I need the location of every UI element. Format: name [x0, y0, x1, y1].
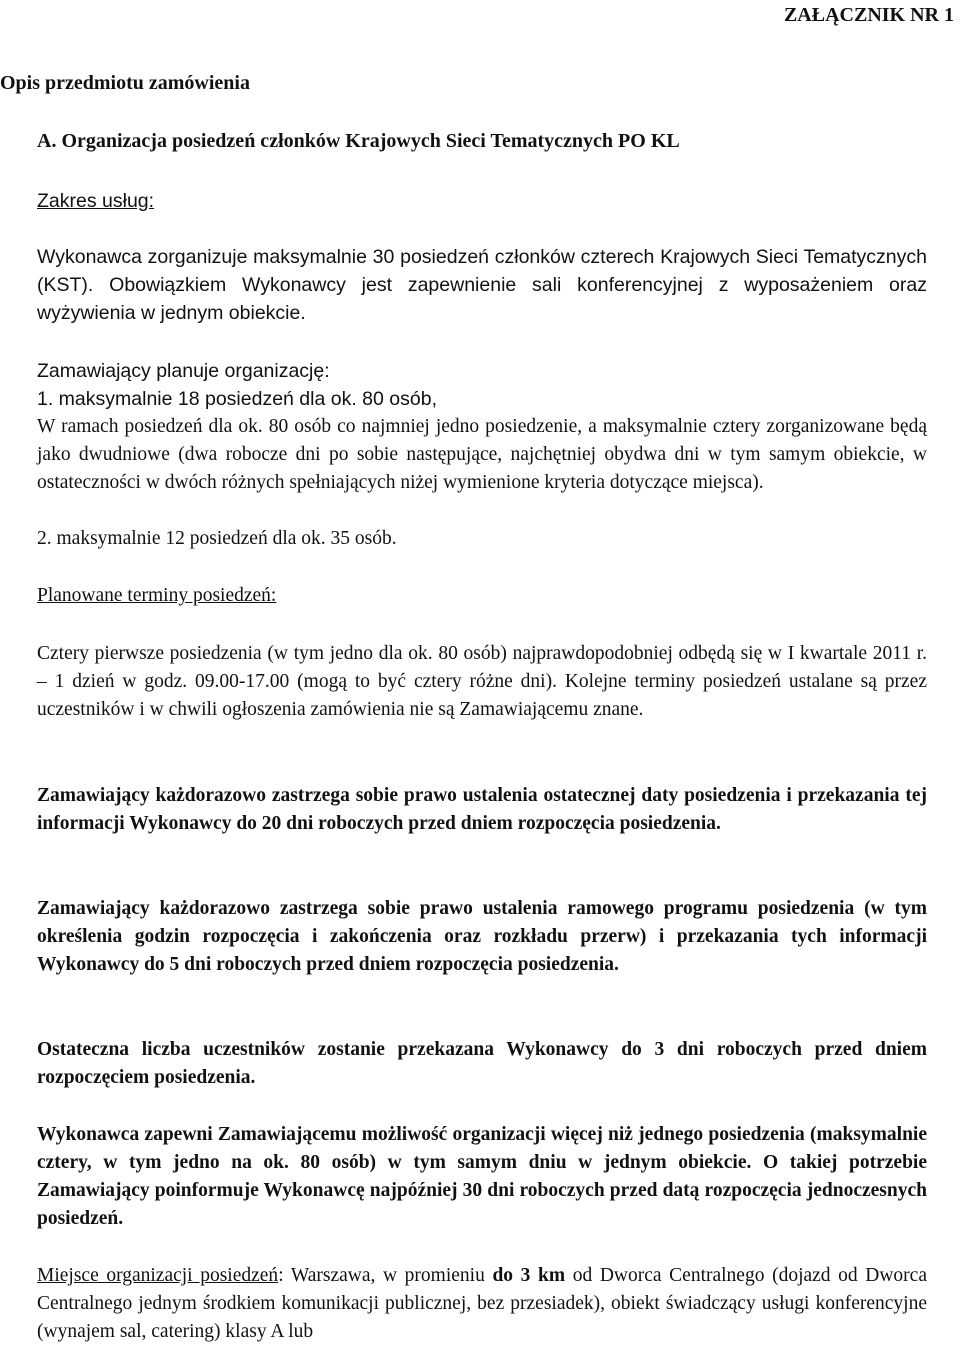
miejsce-distance: do 3 km — [492, 1265, 566, 1286]
terminy-heading: Planowane terminy posiedzeń: — [37, 585, 277, 606]
paragraph-bold-jednoczesne: Wykonawca zapewni Zamawiającemu możliwość organizacji więcej niż jednego posiedzenia (maksymalnie cztery, w tym jedno na ok. 80 osób) w tym samym dniu w jednym obiekcie. O takiej potrzebie Zamawiający poinformuje Wykonawcę najpóźniej 30 dni roboczych przed datą rozpoczęcia jednoczesnych posiedzeń. — [37, 1124, 927, 1229]
list-item-2: 2. maksymalnie 12 posiedzeń dla ok. 35 osób. — [37, 528, 397, 549]
miejsce-label: Miejsce organizacji posiedzeń — [37, 1265, 279, 1286]
paragraph-miejsce — [37, 1262, 927, 1346]
document-title: Opis przedmiotu zamówienia — [0, 72, 250, 94]
paragraph-bold-uczestnicy: Ostateczna liczba uczestników zostanie przekazana Wykonawcy do 3 dni roboczych przed dniem rozpoczęciem posiedzenia. — [37, 1039, 927, 1088]
paragraph-zakres: Wykonawca zorganizuje maksymalnie 30 posiedzeń członków czterech Krajowych Sieci Tematycznych (KST). Obowiązkiem Wykonawcy jest zapewnienie sali konferencyjnej z wyposażeniem oraz wyżywienia w jednym obiekcie. — [37, 246, 927, 324]
miejsce-text-c: od Dworca Centralnego (dojazd od Dworca Centralnego jednym środkiem komunikacji publicznej, bez przesiadek), obiekt świadczący usługi konferencyjne (wynajem sal, catering) klasy A lub — [37, 1265, 927, 1342]
annex-label: ZAŁĄCZNIK NR 1 — [783, 4, 954, 26]
list-item-1: 1. maksymalnie 18 posiedzeń dla ok. 80 osób, — [37, 388, 437, 410]
paragraph-bold-program: Zamawiający każdorazowo zastrzega sobie prawo ustalenia ramowego programu posiedzenia (w tym określenia godzin rozpoczęcia i zakończenia oraz rozkładu przerw) i przekazania tych informacji Wykonawcy do 5 dni roboczych przed dniem rozpoczęcia posiedzenia. — [37, 898, 927, 975]
paragraph-terminy: Cztery pierwsze posiedzenia (w tym jedno dla ok. 80 osób) najprawdopodobniej odbędą się w I kwartale 2011 r. – 1 dzień w godz. 09.00-17.00 (mogą to być cztery różne dni). Kolejne terminy posiedzeń ustalane są przez uczestników i w chwili ogłoszenia zamówienia nie są Zamawiającemu znane. — [37, 643, 927, 720]
list-item-1-detail: W ramach posiedzeń dla ok. 80 osób co najmniej jedno posiedzenie, a maksymalnie cztery zorganizowane będą jako dwudniowe (dwa robocze dni po sobie następujące, najchętniej obydwa dni w tym samym obiekcie, w ostateczności w dwóch różnych spełniających niżej wymienione kryteria dotyczące miejsca). — [37, 416, 927, 493]
zakres-heading: Zakres usług: — [37, 190, 155, 212]
section-a-heading: A. Organizacja posiedzeń członków Krajowych Sieci Tematycznych PO KL — [37, 130, 680, 152]
paragraph-bold-data: Zamawiający każdorazowo zastrzega sobie prawo ustalenia ostatecznej daty posiedzenia i przekazania tej informacji Wykonawcy do 20 dni roboczych przed dniem rozpoczęcia posiedzenia. — [37, 785, 927, 834]
planuje-heading: Zamawiający planuje organizację: — [37, 360, 330, 382]
miejsce-text-a: : Warszawa, w promieniu — [278, 1265, 493, 1286]
